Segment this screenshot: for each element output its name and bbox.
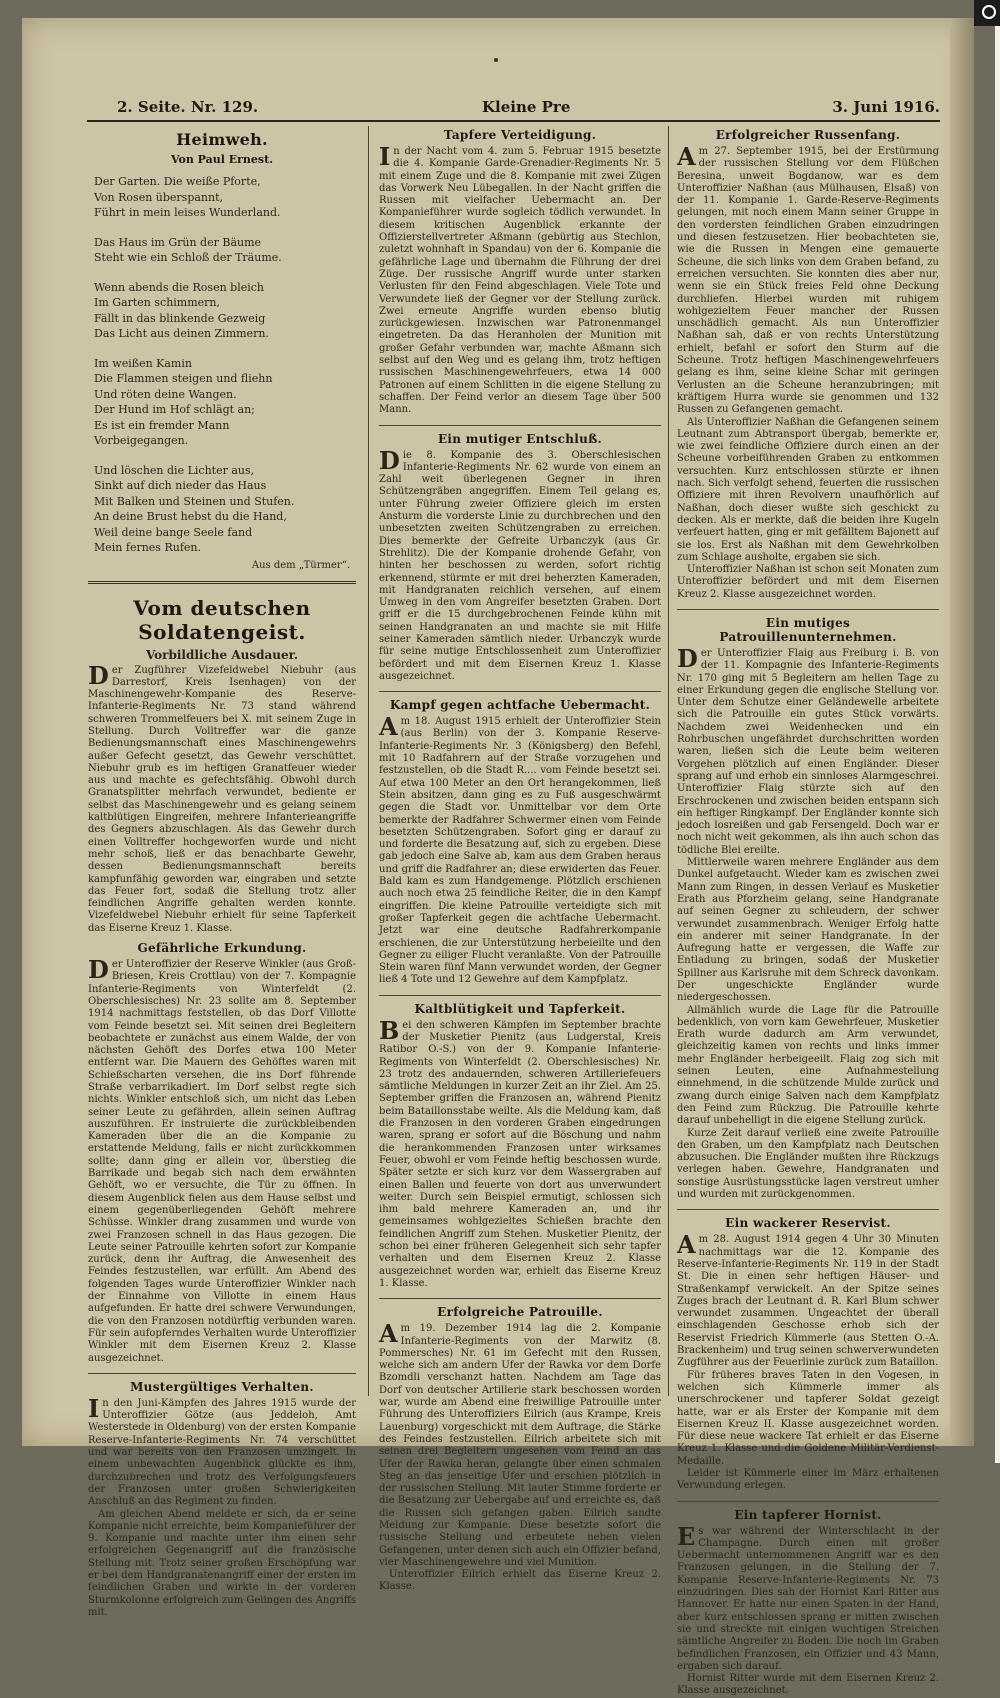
header-date: 3. Juni 1916. [832, 98, 940, 116]
article-text: Bei den schweren Kämpfen im September brachte der Musketier Pienitz (aus Ludgerstal, Kreis Ratibor O.-S.) von der 9. Kompanie Infanterie-Regiments von Winterfeldt (2. Oberschlesisches) Nr. 23 trotz des andauernden, schweren Artilleriefeuers sämtliche Meldungen in kurzer Zeit an ihr Ziel. Am 25. September griffen die Franzosen an, während Pienitz beim Bataillonsstabe weilte. Als die Meldung kam, daß die Franzosen in den vorderen Graben eingedrungen waren, sprang er sofort auf die Böschung und nahm die herankommenden Franzosen unter wirksames Feuer, obwohl er vom Feinde heftig beschossen wurde. Später setzte er sich kurz vor dem Wassergraben auf einen Ballen und feuerte von dort aus unverwundert weiter. Durch sein Beispiel ermutigt, schlossen sich ihm bald mehrere Kameraden an, und ihr gemeinsames wohlgezieltes Schießen brachte den feindlichen Angriff zum Stehen. Musketier Pienitz, der schon bei einer früheren Gelegenheit sich sehr tapfer verhalten und dem Eisernen Kreuz 2. Klasse ausgezeichnet worden war, erhielt das Eiserne Kreuz 1. Klasse. [379, 1015, 661, 1289]
article-text: Am gleichen Abend meldete er sich, da er seine Kompanie nicht erreichte, beim Kompanieführer der 9. Kompanie und machte unter ihm einen sehr erfolgreichen Gegenangriff auf die französische Stellung mit. Trotz seiner großen Erschöpfung war er bei dem Handgranatenangriff einer der ersten im feindlichen Graben und wirkte in der vorderen Sturmkolonne erfolgreich zum Gelingen des Angriffs mit. [88, 1508, 356, 1618]
article-title: Ein mutiges Patrouillenunternehmen. [719, 615, 897, 644]
article-text: Der Unteroffizier der Reserve Winkler (aus Groß-Briesen, Kreis Crottlau) von der 7. Kompagnie Infanterie-Regiments von Winterfeldt (2. Oberschlesisches) Nr. 23 sollte am 8. September 1914 nachmittags feststellen, ob das Dorf Villotte vom Feinde besetzt sei. Mit seinen drei Begleitern beobachtete er zunächst aus einem Walde, der von nächsten Gehöft des Dorfes etwa 100 Meter entfernt war. Die Mauern des Gehöftes waren mit Schießscharten versehen, die ins Dorf führende Straße verbarrikadiert. Im Dorf selbst regte sich nichts. Winkler entschloß sich, um nicht das Leben seiner Leute zu gefährden, allein seinen Auftrag auszuführen. Er instruierte die zurückbleibenden Kameraden über die an die Kompanie zu erstattende Meldung, falls er nicht zurückkommen sollte; dann ging er allein vor, überstieg die Barrikade und begab sich nach dem erwähnten Gehöft, wo er versuchte, die Tür zu öffnen. In diesem Augenblick fielen aus dem Hause selbst und einem gegenüberliegenden Gehöft mehrere Schüsse. Winkler drang zusammen und wurde von zwei Franzosen schnell in das Haus gezogen. Die Leute seiner Patrouille kehrten sofort zur Kompanie zurück, denn ihr Auftrag, die Anwesenheit des Feindes festzustellen, war erfüllt. Am Abend des folgenden Tages wurde Unteroffizier Winkler nach der Einnahme von Villotte in einem Haus aufgefunden. Er hatte drei schwere Verwundungen, die von den Franzosen notdürftig verbunden waren. Für sein aufopferndes Verhalten wurde Unteroffizier Winkler mit dem Eisernen Kreuz 2. Klasse ausgezeichnet. [88, 955, 356, 1364]
poem-stanza: Und löschen die Lichter aus, Sinkt auf dich nieder das Haus Mit Balken und Steinen und Stufen. An deine Brust hebst du die Hand, Weil deine bange Seele fand Mein fernes Rufen. [94, 463, 295, 554]
article-divider [379, 425, 661, 426]
article-text: Am 18. August 1915 erhielt der Unteroffizier Stein (aus Berlin) von der 3. Kompanie Reserve-Infanterie-Regiments Nr. 3 (Königsberg) den Befehl, mit 10 Radfahrern auf der Straße vorzugehen und festzustellen, ob die Stadt R.... vom Feinde besetzt sei. Auf etwa 100 Meter an den Ort herangekommen, ließ Stein absitzen, dann ging es zu Fuß ausgeschwärmt gegen die Stadt vor. Unmittelbar vor dem Orte bemerkte der Radfahrer Schwermer einen vom Feinde besetzten Schützengraben. Sofort ging er darauf zu und forderte die Besatzung auf, sich zu ergeben. Diese gab jedoch eine Salve ab, kam aus dem Graben heraus und griff die Radfahrer an; diese erwiderten das Feuer. Bald kam es zum Handgemenge. Plötzlich erschienen auch noch etwa 25 feindliche Reiter, die in den Kampf eingriffen. Die kleine Patrouille verteidigte sich mit großer Tapferkeit gegen die achtfache Uebermacht. Jetzt war eine deutsche Radfahrerkompanie erschienen, die zur Unterstützung herbeieilte und den Gegner zu eiliger Flucht veranlaßte. Von der Patrouille Stein waren fünf Mann verwundet worden, der Gegner ließ 4 Tote und 12 Gewehre auf dem Kampfplatz. [379, 712, 661, 986]
section-title: Vom deutschen Soldatengeist. [133, 595, 311, 644]
poem-stanza: Im weißen Kamin Die Flammen steigen und fliehn Und röten deine Wangen. Der Hund im Hof schlägt an; Es ist ein fremder Mann Vorbeigegangen. [94, 356, 273, 447]
article-text: Unteroffizier Naßhan ist schon seit Monaten zum Unteroffizier befördert und mit dem Eisernen Kreuz 2. Klasse ausgezeichnet worden. [677, 564, 939, 600]
article-title: Ein wackerer Reservist. [725, 1216, 891, 1231]
article-text: Es war während der Winterschlacht in der Champagne. Durch einen mit großer Uebermacht unternommenen Angriff war es den Franzosen gelungen, in die Stellung der 7. Kompanie Reserve-Infanterie-Regiments Nr. 73 einzudringen. Dies sah der Hornist Karl Ritter aus Hannover. Er hatte nur einen Spaten in der Hand, aber kurz entschlossen sprang er mitten zwischen sie und streckte mit einigen wuchtigen Streichen sämtliche Angreifer zu Boden. Die noch im Graben befindlichen Franzosen, ein Offizier und 43 Mann, ergaben sich darauf. [677, 1521, 939, 1672]
article-divider [379, 691, 661, 692]
header-rule [87, 120, 940, 122]
article-text: Unteroffizier Eilrich erhielt das Eiserne Kreuz 2. Klasse. [379, 1569, 661, 1593]
article-divider [677, 609, 939, 610]
article-text: Für früheres braves Taten in den Vogesen, in welchen sich Kümmerle immer als unerschrockener und tapferer Soldat gezeigt hatte, war er als Erster der Kompanie mit dem Eisernen Kreuz II. Klasse ausgezeichnet worden. Für diese neue wackere Tat erhielt er das Eiserne Kreuz 1. Klasse und die Goldene Militär-Verdienst-Medaille. [677, 1369, 939, 1467]
page-mark [494, 58, 498, 62]
section-divider [88, 581, 356, 584]
article-text: Hornist Ritter wurde mit dem Eisernen Kreuz 2. Klasse ausgezeichnet. [677, 1673, 939, 1697]
column-3 [677, 126, 939, 1698]
article-title: Ein tapferer Hornist. [734, 1507, 882, 1522]
article-text: Als Unteroffizier Naßhan die Gefangenen seinem Leutnant zum Abtransport übergab, bemerkte er, wie zwei feindliche Offiziere durch einen an der Scheune vorbeiführenden Graben zu entkommen versuchten. Kurz entschlossen stürzte er ihnen nach. Sich verfolgt sehend, feuerten die russischen Offiziere mit ihren Revolvern unaufhörlich auf Naßhan, doch dieser wußte sich geschickt zu decken. Als er merkte, daß die beiden ihre Kugeln verfeuert hatten, ging er mit gefälltem Bajonett auf sie los. Erst als Naßhan mit dem Gewehrkolben zum Schlage ausholte, ergaben sie sich. [677, 416, 939, 563]
article-text: Am 19. Dezember 1914 lag die 2. Kompanie Infanterie-Regiments von der Marwitz (8. Pommersches) Nr. 61 im Gefecht mit den Russen, welche sich am andern Ufer der Rawka vor dem Dorfe Bzomdli verschanzt hatten. Nachdem am Tage das Dorf von deutscher Artillerie stark beschossen worden war, wurde am Abend eine freiwillige Patrouille unter Führung des Unteroffiziers Eilrich (aus Krampe, Kreis Lauenburg) vorgeschickt mit dem Auftrage, die Stärke des Feindes festzustellen. Eilrich arbeitete sich mit seinen drei Begleitern ungesehen vom Feind an das Ufer der Rawka heran, gelangte über einen schmalen Steg an das jenseitige Ufer und erschien plötzlich in der russischen Stellung. Mit lauter Stimme forderte er die Besatzung zur Uebergabe auf und erreichte es, daß die Russen sich gefangen gaben. Eilrich sandte Meldung zur Kompanie. Diese besetzte sofort die russische Stellung und erbeutete neben vielen Gefangenen, unter denen sich auch ein Offizier befand, vier Maschinengewehre und viel Munition. [379, 1319, 661, 1568]
article-text: Leider ist Kümmerle einer im März erhaltenen Verwundung erlegen. [677, 1467, 939, 1492]
poem-source: Aus dem „Türmer“. [251, 559, 350, 571]
page-gutter [950, 18, 974, 1446]
article-title: Erfolgreicher Russenfang. [715, 128, 901, 142]
article-title: Tapfere Verteidigung. [443, 128, 597, 142]
article-text: Allmählich wurde die Lage für die Patrouille bedenklich, von vorn kam Gewehrfeuer, Musketier Erath wurde dadurch am Arm verwundet, gleichzeitig kamen von rechts und links immer mehr Engländer herbeigeeilt. Flaig zog sich mit seinen Leuten, eine Aufnahmestellung einnehmend, in die schützende Mulde zurück und zwang durch einige Salven nach dem Kampfplatz den Feind zum Rückzug. Die Patrouille kehrte darauf unbehelligt in die eigene Stellung zurück. [677, 1004, 939, 1127]
header-paper-name: Kleine Pre [482, 98, 571, 116]
poem-author: Von Paul Ernest. [170, 153, 274, 166]
article-divider [677, 1501, 939, 1502]
poem-stanza: Wenn abends die Rosen bleich Im Garten schimmern, Fällt in das blinkende Gezweig Das Licht aus deinen Zimmern. [94, 280, 269, 340]
scan-edge [995, 0, 1000, 1463]
poem-title: Heimweh. [176, 130, 268, 149]
newspaper-page [22, 18, 974, 1697]
article-text: In der Nacht vom 4. zum 5. Februar 1915 besetzte die 4. Kompanie Garde-Grenadier-Regiments Nr. 5 mit einem Zuge und die 8. Kompanie mit zwei Zügen das Vorwerk Neu Lübegallen. In der Nacht griffen die Russen mit vielfacher Uebermacht an. Der Kompanieführer wurde sogleich tödlich verwundet. In diesem kritischen Augenblick erkannte der Offizierstellvertreter Aßmann (gebürtig aus Stechlon, zuletzt wohnhaft in Spandau) von der 6. Kompanie die gefährliche Lage und übernahm die Führung der drei Züge. Der russische Angriff wurde unter starken Verlusten für den Feind abgeschlagen. Viele Tote und Verwundete ließ der Gegner vor der Stellung zurück. Zwei erneute Angriffe wurden ebenso blutig zurückgewiesen. Inzwischen war Patronenmangel eingetreten. Da das Heranholen der Munition mit großer Gefahr verbunden war, machte Aßmann sich selbst auf den Weg und es gelang ihm, trotz heftigen russischen Maschinengewehrfeuers, etwa 14 000 Patronen auf einem Schlitten in die eigene Stellung zu schaffen. Der Feind verlor an diesem Tage über 500 Mann. [379, 142, 661, 416]
article-title: Gefährliche Erkundung. [137, 941, 307, 956]
article-title: Vorbildliche Ausdauer. [145, 647, 299, 662]
poem-stanza: Der Garten. Die weiße Pforte, Von Rosen überspannt, Führt in mein leises Wunderland. [94, 175, 281, 219]
article-title: Kaltblütigkeit und Tapferkeit. [414, 1001, 626, 1016]
article-divider [677, 1209, 939, 1210]
article-text: In den Juni-Kämpfen des Jahres 1915 wurde der Unteroffizier Götze (aus Jeddeloh, Amt Westerstede in Oldenburg) von der ersten Kompanie Reserve-Infanterie-Regiments Nr. 74 verschüttet und war bereits von den Franzosen umzingelt. In einem unbewachten Augenblick glückte es ihm, durchzubrechen und trotz des Verfolgungsfeuers der Franzosen unter großen Schwierigkeiten Anschluß an das Regiment zu finden. [88, 1393, 356, 1508]
article-divider [379, 995, 661, 996]
article-text: Mittlerweile waren mehrere Engländer aus dem Dunkel aufgetaucht. Wieder kam es zwischen zwei Mann zum Ringen, in dessen Verlauf es Musketier Erath aus Pforzheim gelang, seine Handgranate auf seinen Gegner zu schleudern, der schwer verwundet zusammenbrach. Weniger Erfolg hatte ein anderer mit seiner Handgranate. In der Aufregung hatte er vergessen, die Waffe zur Entladung zu bringen, sodaß der Musketier Spillner aus Karlsruhe mit dem Schreck davonkam. Der ungeschickte Engländer wurde niedergeschossen. [677, 857, 939, 1004]
header-page-number: 2. Seite. Nr. 129. [117, 98, 259, 116]
corner-icon [974, 0, 1000, 26]
column-2 [379, 126, 661, 1594]
article-text: Am 27. September 1915, bei der Erstürmung der russischen Stellung vor dem Flüßchen Beresina, unweit Bogdanow, war es dem Unteroffizier Naßhan (aus Mülhausen, Elsaß) von der 11. Kompanie 1. Garde-Reserve-Regiments gelungen, mit noch einem Mann seiner Gruppe in den vordersten feindlichen Graben einzudringen und diesen festzusetzen. Hier beobachteten sie, wie die Russen in Mengen eine gemauerte Scheune, die sich links von dem Graben befand, zu erreichen versuchten. Sie konnten dies aber nur, wenn sie ein Stück freies Feld ohne Deckung durchliefen. Hierbei wurden mit ruhigem wohlgezieltem Feuer mancher der Russen unschädlich gemacht. Als nun Unteroffizier Naßhan sah, daß er von rechts Unterstützung erhielt, befahl er sofort den Sturm auf die Scheune. Trotz heftigen Maschinengewehrfeuers gelang es ihm, seine kleine Schar mit geringen Verlusten an die Scheune heranzubringen; mit kräftigem Hurra wurde sie genommen und 132 Russen zu Gefangenen gemacht. [677, 142, 939, 416]
article-divider [379, 1298, 661, 1299]
article-text: Die 8. Kompanie des 3. Oberschlesischen Infanterie-Regiments Nr. 62 wurde von einem an Zahl weit überlegenen Gegner in ihren Schützengräben angegriffen. Einem Teil gelang es, unter Führung zweier Offiziere gleich im ersten Ansturm die vorderste Linie zu durchbrechen und den unbesetzten zweiten Schützengraben zu erreichen. Dies bemerkte der Gefreite Urbanczyk (aus Gr. Strehlitz). Die der Kompanie drohende Gefahr, von hinten her beschossen zu werden, sofort richtig erkennend, stürmte er mit drei beherzten Kameraden, mit Handgranaten reichlich versehen, auf einem Umweg in den vom Angreifer besetzten Graben. Dort griff er die 15 durchgebrochenen Feinde kühn mit seinen Handgranaten an und machte sie mit Hilfe seiner Kameraden sämtlich nieder. Urbanczyk wurde für seine mutige Entschlossenheit zum Unteroffizier befördert und mit dem Eisernen Kreuz 1. Klasse ausgezeichnet. [379, 445, 661, 682]
column-rule [368, 126, 369, 1396]
column-rule [668, 126, 669, 1396]
article-text: Der Zugführer Vizefeldwebel Niebuhr (aus Darrestorf, Kreis Isenhagen) von der Maschinengewehr-Kompanie des Reserve-Infanterie-Regiments Nr. 73 stand während schweren Trommelfeuers bei X. mit seinem Zuge in Stellung. Durch Volltreffer war die ganze Bedienungsmannschaft eines Maschinengewehrs außer Gefecht gesetzt, das Gewehr verschüttet. Niebuhr grub es im heftigen Granatfeuer wieder aus und machte es gefechtsfähig. Obwohl durch Granatsplitter mehrfach verwundet, bediente er selbst das Maschinengewehr und es gelang seinem kaltblütigen Eingreifen, mehrere Infanterieangriffe des Gegners abzuschlagen. Als das Gewehr durch einen Volltreffer hochgeworfen wurde und nicht mehr schoß, ließ er das benachbarte Gewehr, dessen Bedienungsmannschaft bereits kampfunfähig geworden war, eingraben und setzte das Feuer fort, sodaß die Stellung trotz aller feindlichen Angriffe gehalten werden konnte. Vizefeldwebel Niebuhr erhielt für seine Tapferkeit das Eiserne Kreuz 1. Klasse. [88, 660, 356, 934]
article-divider [88, 1373, 356, 1374]
article-title: Mustergültiges Verhalten. [130, 1379, 314, 1394]
article-title: Kampf gegen achtfache Uebermacht. [389, 698, 651, 713]
page-header [87, 98, 940, 120]
article-text: Am 28. August 1914 gegen 4 Uhr 30 Minuten nachmittags war die 12. Kompanie des Reserve-Infanterie-Regiments Nr. 119 in der Stadt St. Die in einen sehr heftigen Häuser- und Straßenkampf verwickelt. An der Spitze seines Zuges brach der Leutnant d. R. Karl Blum schwer verwundet zusammen. Ungeachtet der überall einschlagenden Geschosse erhob sich der Reservist Friedrich Kümmerle (aus Stetten O.-A. Brackenheim) und trug seinen schwerverwundeten Zugführer aus der Feuerlinie zurück zum Bataillon. [677, 1230, 939, 1369]
poem-stanza: Das Haus im Grün der Bäume Steht wie ein Schloß der Träume. [94, 235, 282, 264]
column-1 [88, 126, 356, 1619]
article-text: Der Unteroffizier Flaig aus Freiburg i. B. von der 11. Kompagnie des Infanterie-Regiments Nr. 170 ging mit 5 Begleitern am hellen Tage zu einer Erkundung gegen die englische Stellung vor. Unter dem Schutze einer Geländewelle arbeitete sich die Patrouille ein gutes Stück vorwärts. Nachdem zwei Weidenhecken und ein Rohrbuschen ungefährdet durchschritten worden waren, ließen sich die Leute beim weiteren Vorgehen plötzlich auf einen Engländer. Dieser sprang auf und erhob ein sinnloses Alarmgeschrei. Unteroffizier Flaig stürzte sich auf den Erschrockenen und zwischen beiden entspann sich ein heftiger Ringkampf. Der Engländer konnte sich jedoch losreißen und gab Fersengeld. Doch war er noch nicht weit gekommen, als ihn auch schon das tödliche Blei ereilte. [677, 643, 939, 856]
article-title: Ein mutiger Entschluß. [437, 431, 603, 446]
article-title: Erfolgreiche Patrouille. [437, 1305, 603, 1320]
article-text: Kurze Zeit darauf verließ eine zweite Patrouille den Graben, um den Kampfplatz nach Deutschen abzusuchen. Die Engländer mußten ihre Rückzugs verlegen haben. Gewehre, Handgranaten und sonstige Ausrüstungsstücke lagen verstreut umher und wurden mit zurückgenommen. [677, 1127, 939, 1201]
